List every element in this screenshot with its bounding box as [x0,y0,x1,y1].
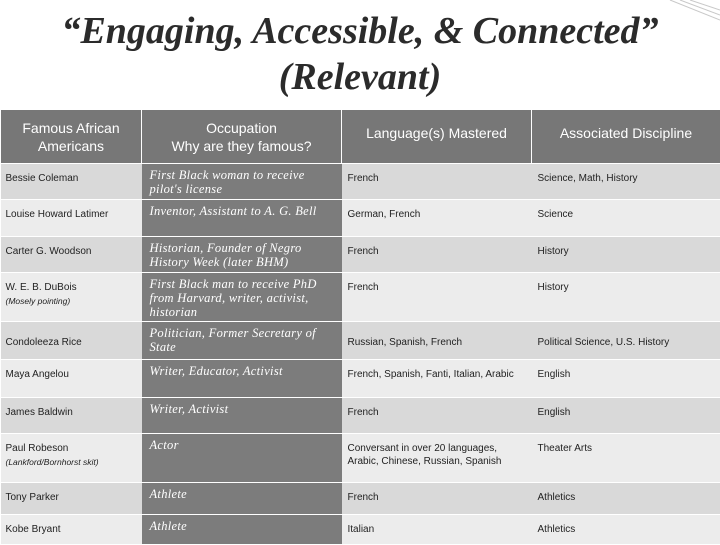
table-row [1,237,720,273]
occupation-cell: Inventor, Assistant to A. G. Bell [142,200,342,237]
discipline-cell: English [532,398,720,434]
person-name: Condoleeza Rice [1,322,142,360]
header-famous-african-americans: Famous African Americans [1,110,142,164]
table-row [1,200,720,237]
discipline-cell: Political Science, U.S. History [532,322,720,360]
discipline-cell: History [532,273,720,322]
person-name: Louise Howard Latimer [1,200,142,237]
table-row [1,164,720,200]
languages-cell: French, Spanish, Fanti, Italian, Arabic [342,360,532,398]
table-row [1,322,720,360]
header-occupation [142,110,342,164]
table-row [1,515,720,545]
occupation-cell: Politician, Former Secretary of State [142,322,342,360]
languages-cell: Conversant in over 20 languages, Arabic, Chinese, Russian, Spanish [342,434,532,483]
occupation-cell: Actor [142,434,342,483]
person-note: (Lankford/Bornhorst skit) [6,457,136,468]
person-name: Kobe Bryant [1,515,142,545]
table-header-row [1,110,720,164]
person-name: Bessie Coleman [1,164,142,200]
corner-decoration-lines [656,0,720,30]
occupation-cell: Athlete [142,515,342,545]
languages-cell: French [342,398,532,434]
person-name-cell [1,273,142,322]
discipline-cell: English [532,360,720,398]
languages-cell: French [342,164,532,200]
person-name: W. E. B. DuBois [6,282,77,293]
languages-cell: German, French [342,200,532,237]
languages-cell: Russian, Spanish, French [342,322,532,360]
person-name: James Baldwin [1,398,142,434]
occupation-cell: Historian, Founder of Negro History Week (later BHM) [142,237,342,273]
famous-african-americans-table [0,109,720,545]
discipline-cell: Athletics [532,483,720,515]
person-name: Maya Angelou [1,360,142,398]
languages-cell: French [342,483,532,515]
table-row [1,434,720,483]
header-associated-discipline: Associated Discipline [532,110,720,164]
occupation-cell: Writer, Activist [142,398,342,434]
table-row [1,398,720,434]
discipline-cell: History [532,237,720,273]
table-row [1,273,720,322]
occupation-cell: First Black man to receive PhD from Harvard, writer, activist, historian [142,273,342,322]
person-name-cell [1,434,142,483]
occupation-cell: Athlete [142,483,342,515]
discipline-cell: Theater Arts [532,434,720,483]
person-note: (Mosely pointing) [6,296,136,307]
discipline-cell: Science [532,200,720,237]
title-line-1: “Engaging, Accessible, & Connected” [0,8,720,54]
occupation-cell: Writer, Educator, Activist [142,360,342,398]
slide-title [0,8,720,100]
header-occupation-line1: Occupation [146,119,337,137]
person-name: Carter G. Woodson [1,237,142,273]
discipline-cell: Athletics [532,515,720,545]
languages-cell: French [342,273,532,322]
occupation-cell: First Black woman to receive pilot's license [142,164,342,200]
discipline-cell: Science, Math, History [532,164,720,200]
header-occupation-line2: Why are they famous? [146,137,337,155]
table-row [1,360,720,398]
person-name: Paul Robeson [6,443,69,454]
languages-cell: French [342,237,532,273]
header-languages-mastered: Language(s) Mastered [342,110,532,164]
languages-cell: Italian [342,515,532,545]
table-row [1,483,720,515]
person-name: Tony Parker [1,483,142,515]
title-line-2: (Relevant) [0,54,720,100]
